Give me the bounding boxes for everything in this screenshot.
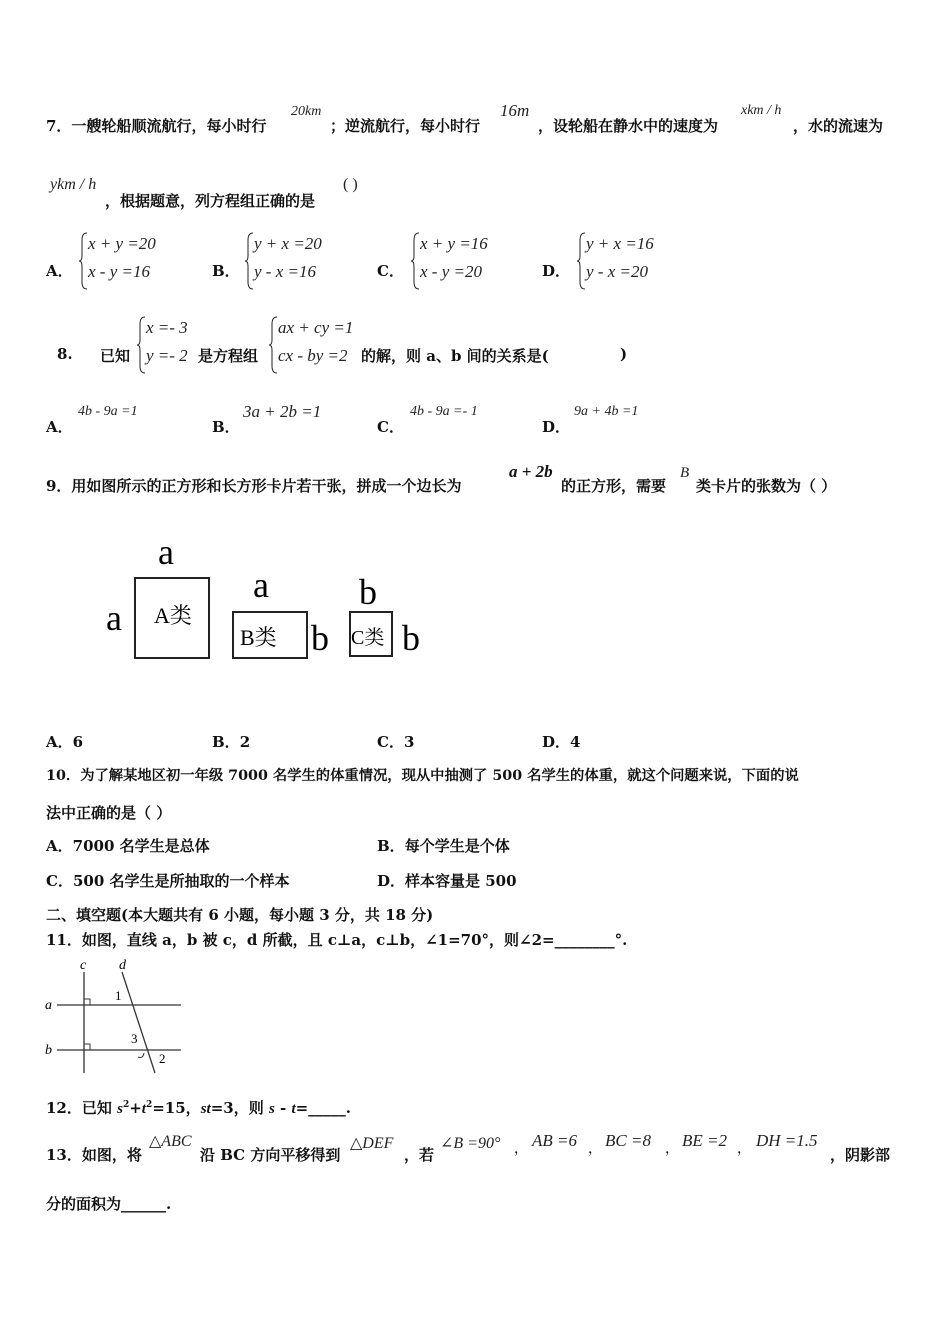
card-a-square [134,577,210,659]
q10-opt-a: A．7000 名学生是总体 [46,837,210,855]
q7-opt-c-label: C． [377,262,404,280]
label-b: b [45,1043,52,1058]
q8-equation-system: ax + cy =1 cx - by =2 [268,316,364,374]
q8-opt-a-label: A． [46,418,73,436]
q11-text: 11．如图，直线 a，b 被 c，d 所截，且 c⊥a，c⊥b，∠1=70°，则∠2=________°. [46,931,628,949]
q7-opt-a-label: A． [46,262,73,280]
q7-opt-b-label: B． [212,262,240,280]
q13-cond-dh: DH =1.5 [756,1131,818,1150]
brace-icon [410,232,420,290]
q7-line1: 7．一艘轮船顺流航行，每小时行 [46,117,267,135]
fig-b-right2-label: b [402,618,420,658]
q13-cond-b: ∠B =90° [440,1135,501,1152]
card-b-label: B类 [240,625,277,650]
q13-text4: ，阴影部 [830,1146,891,1164]
q8-opt-d-eq: 9a + 4b =1 [574,404,639,419]
q8-text1: 已知 [100,347,131,365]
q8-number: 8. [57,345,73,363]
brace-icon [576,232,586,290]
q13-tri2: △DEF [350,1135,394,1152]
card-b-rect [232,611,308,659]
q7-var-y: ykm / h [50,176,97,193]
q7-line1d: ，水的流速为 [793,117,884,135]
q8-opt-b-label: B． [212,418,240,436]
brace-icon [244,232,254,290]
line-d [122,972,155,1073]
q10-opt-c: C．500 名学生是所抽取的一个样本 [46,872,290,890]
q8-opt-b-eq: 3a + 2b =1 [243,402,322,421]
q13-sep-2: ， [588,1141,602,1157]
fig-a-left-label: a [106,598,122,638]
q9-side: a + 2b [509,462,553,481]
q7-line2: ，根据题意，列方程组正确的是 [105,192,316,210]
q9-cat: B [680,465,690,481]
q13-cond-be: BE =2 [682,1131,727,1150]
brace-icon [268,316,278,374]
section-2-heading: 二、填空题(本大题共有 6 小题，每小题 3 分，共 18 分) [46,906,434,924]
q10-line1: 10．为了解某地区初一年级 7000 名学生的体重情况，现从中抽测了 500 名学生的体重，就这个问题来说，下面的说 [46,768,799,784]
q10-line2: 法中正确的是（ ） [46,804,172,822]
q8-text4: ) [620,345,628,363]
q7-paren: ( ) [343,176,358,193]
label-2: 2 [159,1051,166,1066]
q7-opt-d-label: D． [542,262,571,280]
q8-opt-a-eq: 4b - 9a =1 [78,404,138,419]
q10-opt-d: D．样本容量是 500 [377,872,517,890]
label-1: 1 [115,988,122,1003]
card-c-label: C类 [351,627,385,649]
q12-line: 12．已知 $s^2+t^2=15$，st=3，则 s - t=_____. [46,1099,351,1117]
fig-b-top-label: b [359,572,377,612]
q7-speed-up: 16m [500,101,530,120]
q13-text1: 13．如图，将 [46,1146,142,1164]
q13-sep-1: ， [514,1141,528,1157]
q7-line1c: ，设轮船在静水中的速度为 [538,117,719,135]
right-angle-mark-b [84,1044,90,1050]
q7-opt-d-system: y + x =16 y - x =20 [576,232,676,290]
q13-text3: ，若 [404,1146,435,1164]
q8-opt-c-eq: 4b - 9a =- 1 [410,404,478,419]
q9-text2: 的正方形，需要 [561,477,667,495]
q13-cond-bc: BC =8 [605,1131,651,1150]
q13-text2: 沿 BC 方向平移得到 [200,1146,341,1164]
brace-icon [136,316,146,374]
fig-a-top2-label: a [253,565,269,605]
q13-sep-3: ， [665,1141,679,1157]
q9-opt-d: D．4 [542,733,581,751]
q13-line2: 分的面积为______. [46,1195,172,1213]
q8-text2: 是方程组 [198,347,259,365]
q7-var-x: xkm / h [741,103,782,118]
q13-sep-4: ， [737,1141,751,1157]
q9-opt-c: C．3 [377,733,415,751]
q13-cond-ab: AB =6 [532,1131,577,1150]
label-a: a [45,998,52,1013]
right-angle-mark-a [84,999,90,1005]
label-d: d [119,958,126,973]
q8-text3: 的解，则 a、b 间的关系是( [361,347,549,365]
brace-icon [78,232,88,290]
q9-text1: 9．用如图所示的正方形和长方形卡片若干张，拼成一个边长为 [46,477,462,495]
angle-arc-2 [138,1053,144,1058]
q8-solution-system: x =- 3 y =- 2 [136,316,200,374]
q7-opt-a-system: x + y =20 x - y =16 [78,232,178,290]
fig-b-right1-label: b [311,618,329,658]
q10-opt-b: B．每个学生是个体 [377,837,510,855]
label-c: c [80,958,87,973]
q7-opt-b-system: y + x =20 y - x =16 [244,232,344,290]
q7-speed-down: 20km [291,104,322,119]
q8-opt-d-label: D． [542,418,571,436]
q7-opt-c-system: x + y =16 x - y =20 [410,232,510,290]
q9-opt-a: A．6 [46,733,84,751]
q13-tri1: △ABC [149,1133,192,1150]
q8-opt-c-label: C． [377,418,404,436]
label-3: 3 [131,1031,138,1046]
fig-a-top-label: a [158,532,174,572]
q9-text3: 类卡片的张数为（ ） [696,477,837,495]
card-a-label: A类 [154,603,192,628]
q9-opt-b: B．2 [212,733,251,751]
q7-line1b: ；逆流航行，每小时行 [330,117,481,135]
card-c-square [349,611,393,657]
q11-figure [40,955,190,1075]
